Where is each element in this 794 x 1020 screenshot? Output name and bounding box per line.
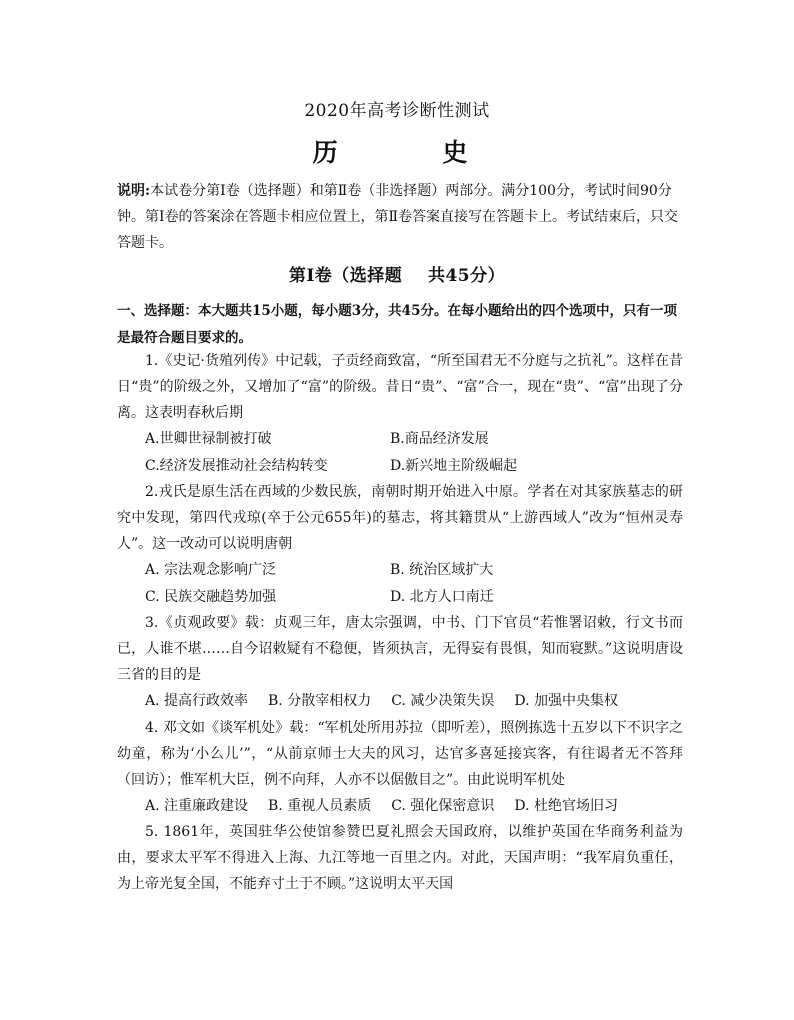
option-c: C.经济发展推动社会结构转变 — [145, 457, 328, 474]
option-c: C. 民族交融趋势加强 — [145, 588, 277, 605]
exam-instructions — [117, 178, 683, 256]
option-row — [117, 557, 683, 584]
question-stem: 3.《贞观政要》载：贞观三年，唐太宗强调，中书、门下官员“若惟署诏敕，行文书而已，人谁不堪……自今诏敕疑有不稳便，皆须执言，无得妄有畏惧，知而寝默。”这说明唐设三省的目的是 — [117, 615, 683, 683]
option-row — [117, 584, 683, 611]
option-a: A.世卿世禄制被打破 — [145, 431, 272, 447]
option-a: A. 宗法观念影响广泛 — [145, 562, 277, 578]
option-d: D. 北方人口南迁 — [390, 588, 494, 605]
option-b: B. 分散宰相权力 — [268, 693, 372, 709]
question-2 — [117, 479, 683, 610]
option-row — [117, 453, 683, 480]
question-stem: 2.戎氏是原生活在西域的少数民族，南朝时期开始进入中原。学者在对其家族墓志的研究中发现，第四代戎琼(卒于公元655年)的墓志，将其籍贯从“上游西域人”改为“恒州灵寿人”。这一改动可以说明唐朝 — [117, 484, 683, 552]
question-stem: 4. 邓文如《谈军机处》载：“军机处所用苏拉（即听差），照例拣选十五岁以下不识字之幼童，称为‘小么儿’”，“从前京师士大夫的风习，达官多喜延接宾客，有往谒者无不答拜（回访）；惟军机大臣，例不向拜，人亦不以倨傲目之”。由此说明军机处 — [117, 719, 683, 788]
question-list — [117, 348, 683, 897]
instructions-text: 本试卷分第Ⅰ卷（选择题）和第Ⅱ卷（非选择题）两部分。满分100分，考试时间90分钟。第Ⅰ卷的答案涂在答题卡相应位置上，第Ⅱ卷答案直接写在答题卡上。考试结束后，只交答题卡。 — [117, 183, 679, 251]
option-a: A. 注重廉政建设 — [145, 797, 249, 814]
option-d: D. 加强中央集权 — [514, 693, 618, 709]
section-instruction: 一、选择题：本大题共15小题，每小题3分，共45分。在每小题给出的四个选项中，只有一项是最符合题目要求的。 — [117, 303, 677, 346]
option-row — [117, 793, 683, 820]
exam-title: 2020年高考诊断性测试 — [304, 101, 490, 121]
question-stem: 5. 1861年，英国驻华公使馆参赞巴夏礼照会天国政府，以维护英国在华商务利益为由，要求太平军不得进入上海、九江等地一百里之内。对此，天国声明：“我军肩负重任，为上帝光复全国，不能弃寸土于不顾。”这说明太平天国 — [117, 824, 683, 892]
option-b: B. 统治区域扩大 — [390, 562, 494, 578]
question-stem: 1.《史记·货殖列传》中记载，子贡经商致富，“所至国君无不分庭与之抗礼”。这样在昔日“贵”的阶级之外，又增加了“富”的阶级。昔日“贵”、“富”合一，现在“贵”、“富”出现了分离。这表明春秋后期 — [117, 353, 683, 421]
option-b: B.商品经济发展 — [390, 431, 489, 447]
instructions-label: 说明: — [117, 183, 151, 199]
option-c: C. 减少决策失误 — [391, 693, 495, 709]
option-row — [117, 426, 683, 453]
question-1 — [117, 348, 683, 479]
option-row — [117, 688, 683, 715]
question-3 — [117, 610, 683, 715]
question-5 — [117, 819, 683, 897]
question-4 — [117, 715, 683, 820]
option-b: B. 重视人员素质 — [268, 797, 372, 814]
section-title: 第Ⅰ卷（选择题 共45分） — [288, 266, 506, 286]
option-d: D. 杜绝官场旧习 — [514, 797, 618, 814]
option-c: C. 强化保密意识 — [391, 797, 495, 814]
subject-title: 历 史 — [312, 138, 482, 167]
option-d: D.新兴地主阶级崛起 — [390, 457, 518, 474]
option-a: A. 提高行政效率 — [145, 693, 249, 709]
